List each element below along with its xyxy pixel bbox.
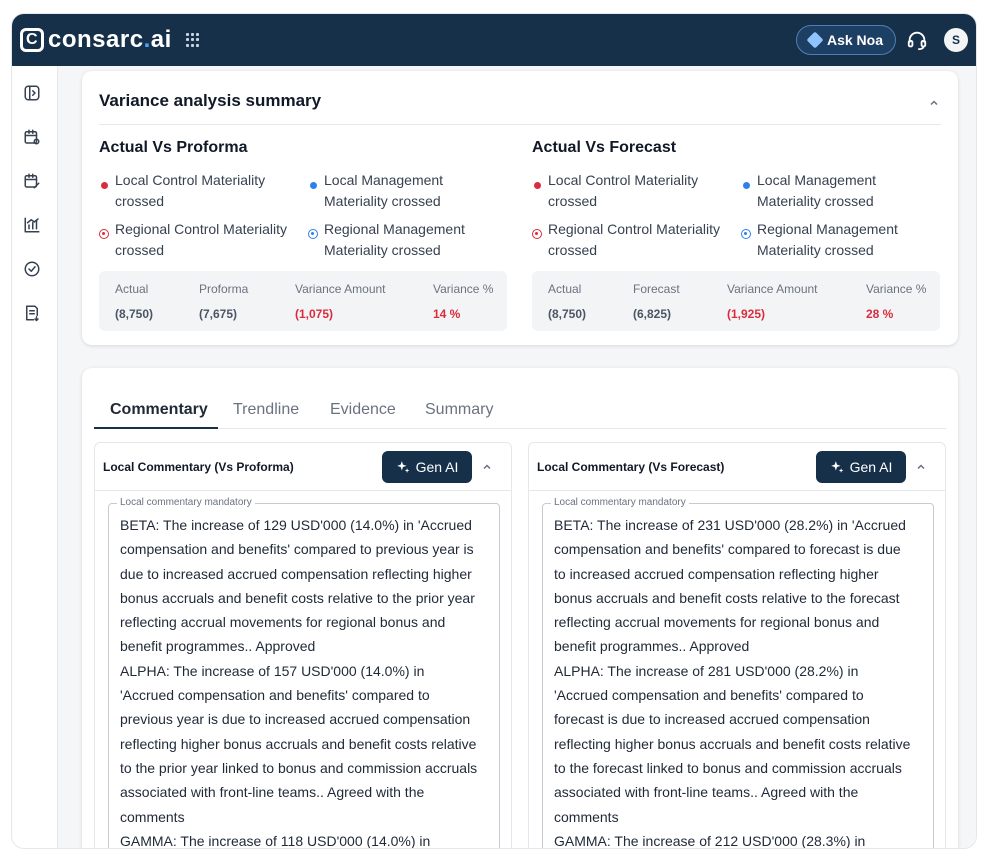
analytics-chart-icon[interactable] [23, 216, 41, 234]
metric-label-variance-percent: Variance % [866, 282, 927, 296]
logo-suffix: ai [150, 26, 172, 53]
metric-label-actual: Actual [548, 282, 582, 296]
legend-regional-management: Regional Management Materiality crossed [741, 219, 931, 261]
gen-ai-button[interactable] [816, 451, 906, 483]
commentary-text: BETA: The increase of 231 USD'000 (28.2%) in 'Accrued compensation and benefits' compared to forecast is due to increased accrued compensation reflecting higher bonus accruals and benefit costs relative to the forecast reflecting accrual movements for regional bonus and benefit programmes.. Approved ALPHA: The increase of 281 USD'000 (28.2%) in 'Accrued compensation and benefits' compared to forecast is due to increased accrued compensation reflecting higher bonus accruals and benefit costs relative to the forecast linked to bonus and commission accruals associated with front-line teams.. Agreed with the comments GAMMA: The increase of 212 USD'000 (28.3%) in [554, 517, 911, 848]
legend-regional-management: Regional Management Materiality crossed [308, 219, 498, 261]
metric-label-forecast: Forecast [633, 282, 680, 296]
sparkle-icon [396, 460, 410, 474]
calendar-settings-icon[interactable] [23, 128, 41, 146]
main-content [58, 66, 976, 848]
chevron-up-icon[interactable] [928, 97, 940, 109]
report-download-icon[interactable] [23, 304, 41, 322]
commentary-textarea[interactable] [542, 497, 934, 848]
logo-mark: C [20, 28, 44, 52]
metric-value-variance-percent: 14 % [433, 307, 461, 321]
legend-local-management: Local Management Materiality crossed [741, 170, 931, 212]
tab-bar [94, 393, 946, 429]
legend-local-management: Local Management Materiality crossed [308, 170, 498, 212]
ask-noa-button[interactable] [796, 25, 896, 55]
red-dot-icon [101, 182, 108, 189]
metric-value-variance-amount: (1,075) [295, 307, 334, 321]
field-label: Local commentary mandatory [551, 497, 689, 508]
metric-value-proforma: (7,675) [199, 307, 238, 321]
divider [99, 124, 941, 125]
blue-ring-icon [308, 229, 318, 239]
metric-label-variance-amount: Variance Amount [727, 282, 818, 296]
panel-header [95, 443, 511, 491]
forecast-metrics [532, 271, 940, 331]
sidebar [12, 66, 58, 848]
chevron-up-icon[interactable] [915, 461, 927, 473]
sparkle-diamond-icon [806, 32, 823, 49]
blue-dot-icon [310, 182, 317, 189]
gen-ai-button[interactable] [382, 451, 472, 483]
proforma-section-title: Actual Vs Proforma [99, 139, 248, 156]
legend-regional-control: Regional Control Materiality crossed [532, 219, 722, 261]
legend-regional-control: Regional Control Materiality crossed [99, 219, 289, 261]
top-bar [12, 14, 976, 66]
metric-value-forecast: (6,825) [633, 307, 672, 321]
gen-ai-label: Gen AI [415, 459, 459, 475]
metric-label-proforma: Proforma [199, 282, 249, 296]
tab-evidence[interactable]: Evidence [330, 401, 396, 418]
headset-support-icon[interactable] [906, 29, 928, 51]
active-tab-indicator [94, 427, 218, 429]
calendar-edit-icon[interactable] [23, 172, 41, 190]
summary-title: Variance analysis summary [99, 91, 322, 110]
apps-grid-icon[interactable] [186, 33, 200, 47]
commentary-textarea[interactable] [108, 497, 500, 848]
red-ring-icon [99, 229, 109, 239]
blue-ring-icon [741, 229, 751, 239]
red-dot-icon [534, 182, 541, 189]
blue-dot-icon [743, 182, 750, 189]
commentary-panel-forecast [528, 442, 946, 848]
legend-local-control: Local Control Materiality crossed [99, 170, 289, 212]
metric-value-variance-percent: 28 % [866, 307, 894, 321]
metric-label-variance-percent: Variance % [433, 282, 494, 296]
check-circle-icon[interactable] [23, 260, 41, 278]
tab-summary[interactable]: Summary [425, 401, 494, 418]
commentary-card [82, 368, 958, 848]
legend-local-control: Local Control Materiality crossed [532, 170, 722, 212]
ask-noa-label: Ask Noa [826, 32, 883, 48]
commentary-panel-proforma [94, 442, 512, 848]
gen-ai-label: Gen AI [849, 459, 893, 475]
metric-value-actual: (8,750) [115, 307, 154, 321]
metric-label-actual: Actual [115, 282, 149, 296]
user-avatar[interactable]: S [944, 28, 968, 52]
commentary-text: BETA: The increase of 129 USD'000 (14.0%) in 'Accrued compensation and benefits' compared to previous year is due to increased accrued compensation reflecting higher bonus accruals and benefit costs relative to the prior year reflecting accrual movements for regional bonus and benefit programmes.. Approved ALPHA: The increase of 157 USD'000 (14.0%) in 'Accrued compensation and benefits' compared to previous year is due to increased accrued compensation reflecting higher bonus accruals and benefit costs relative to the prior year linked to bonus and commission accruals associated with front-line teams.. Agreed with the comments GAMMA: The increase of 118 USD'000 (14.0%) in [120, 517, 478, 848]
chevron-up-icon[interactable] [481, 461, 493, 473]
field-label: Local commentary mandatory [117, 497, 255, 508]
tab-commentary[interactable]: Commentary [110, 401, 208, 418]
variance-summary-card [82, 71, 958, 345]
forecast-section-title: Actual Vs Forecast [532, 139, 677, 156]
panel-header [529, 443, 945, 491]
proforma-metrics [99, 271, 507, 331]
panel-title: Local Commentary (Vs Proforma) [103, 460, 294, 474]
metric-label-variance-amount: Variance Amount [295, 282, 386, 296]
metric-value-variance-amount: (1,925) [727, 307, 766, 321]
red-ring-icon [532, 229, 542, 239]
panel-toggle-icon[interactable] [23, 84, 41, 102]
logo-dot: . [143, 26, 151, 53]
logo-text: consarc [48, 26, 144, 53]
metric-value-actual: (8,750) [548, 307, 587, 321]
tab-trendline[interactable]: Trendline [233, 401, 300, 418]
consarc-logo[interactable] [20, 26, 172, 54]
app-window [12, 14, 976, 848]
panel-title: Local Commentary (Vs Forecast) [537, 460, 725, 474]
sparkle-icon [830, 460, 844, 474]
